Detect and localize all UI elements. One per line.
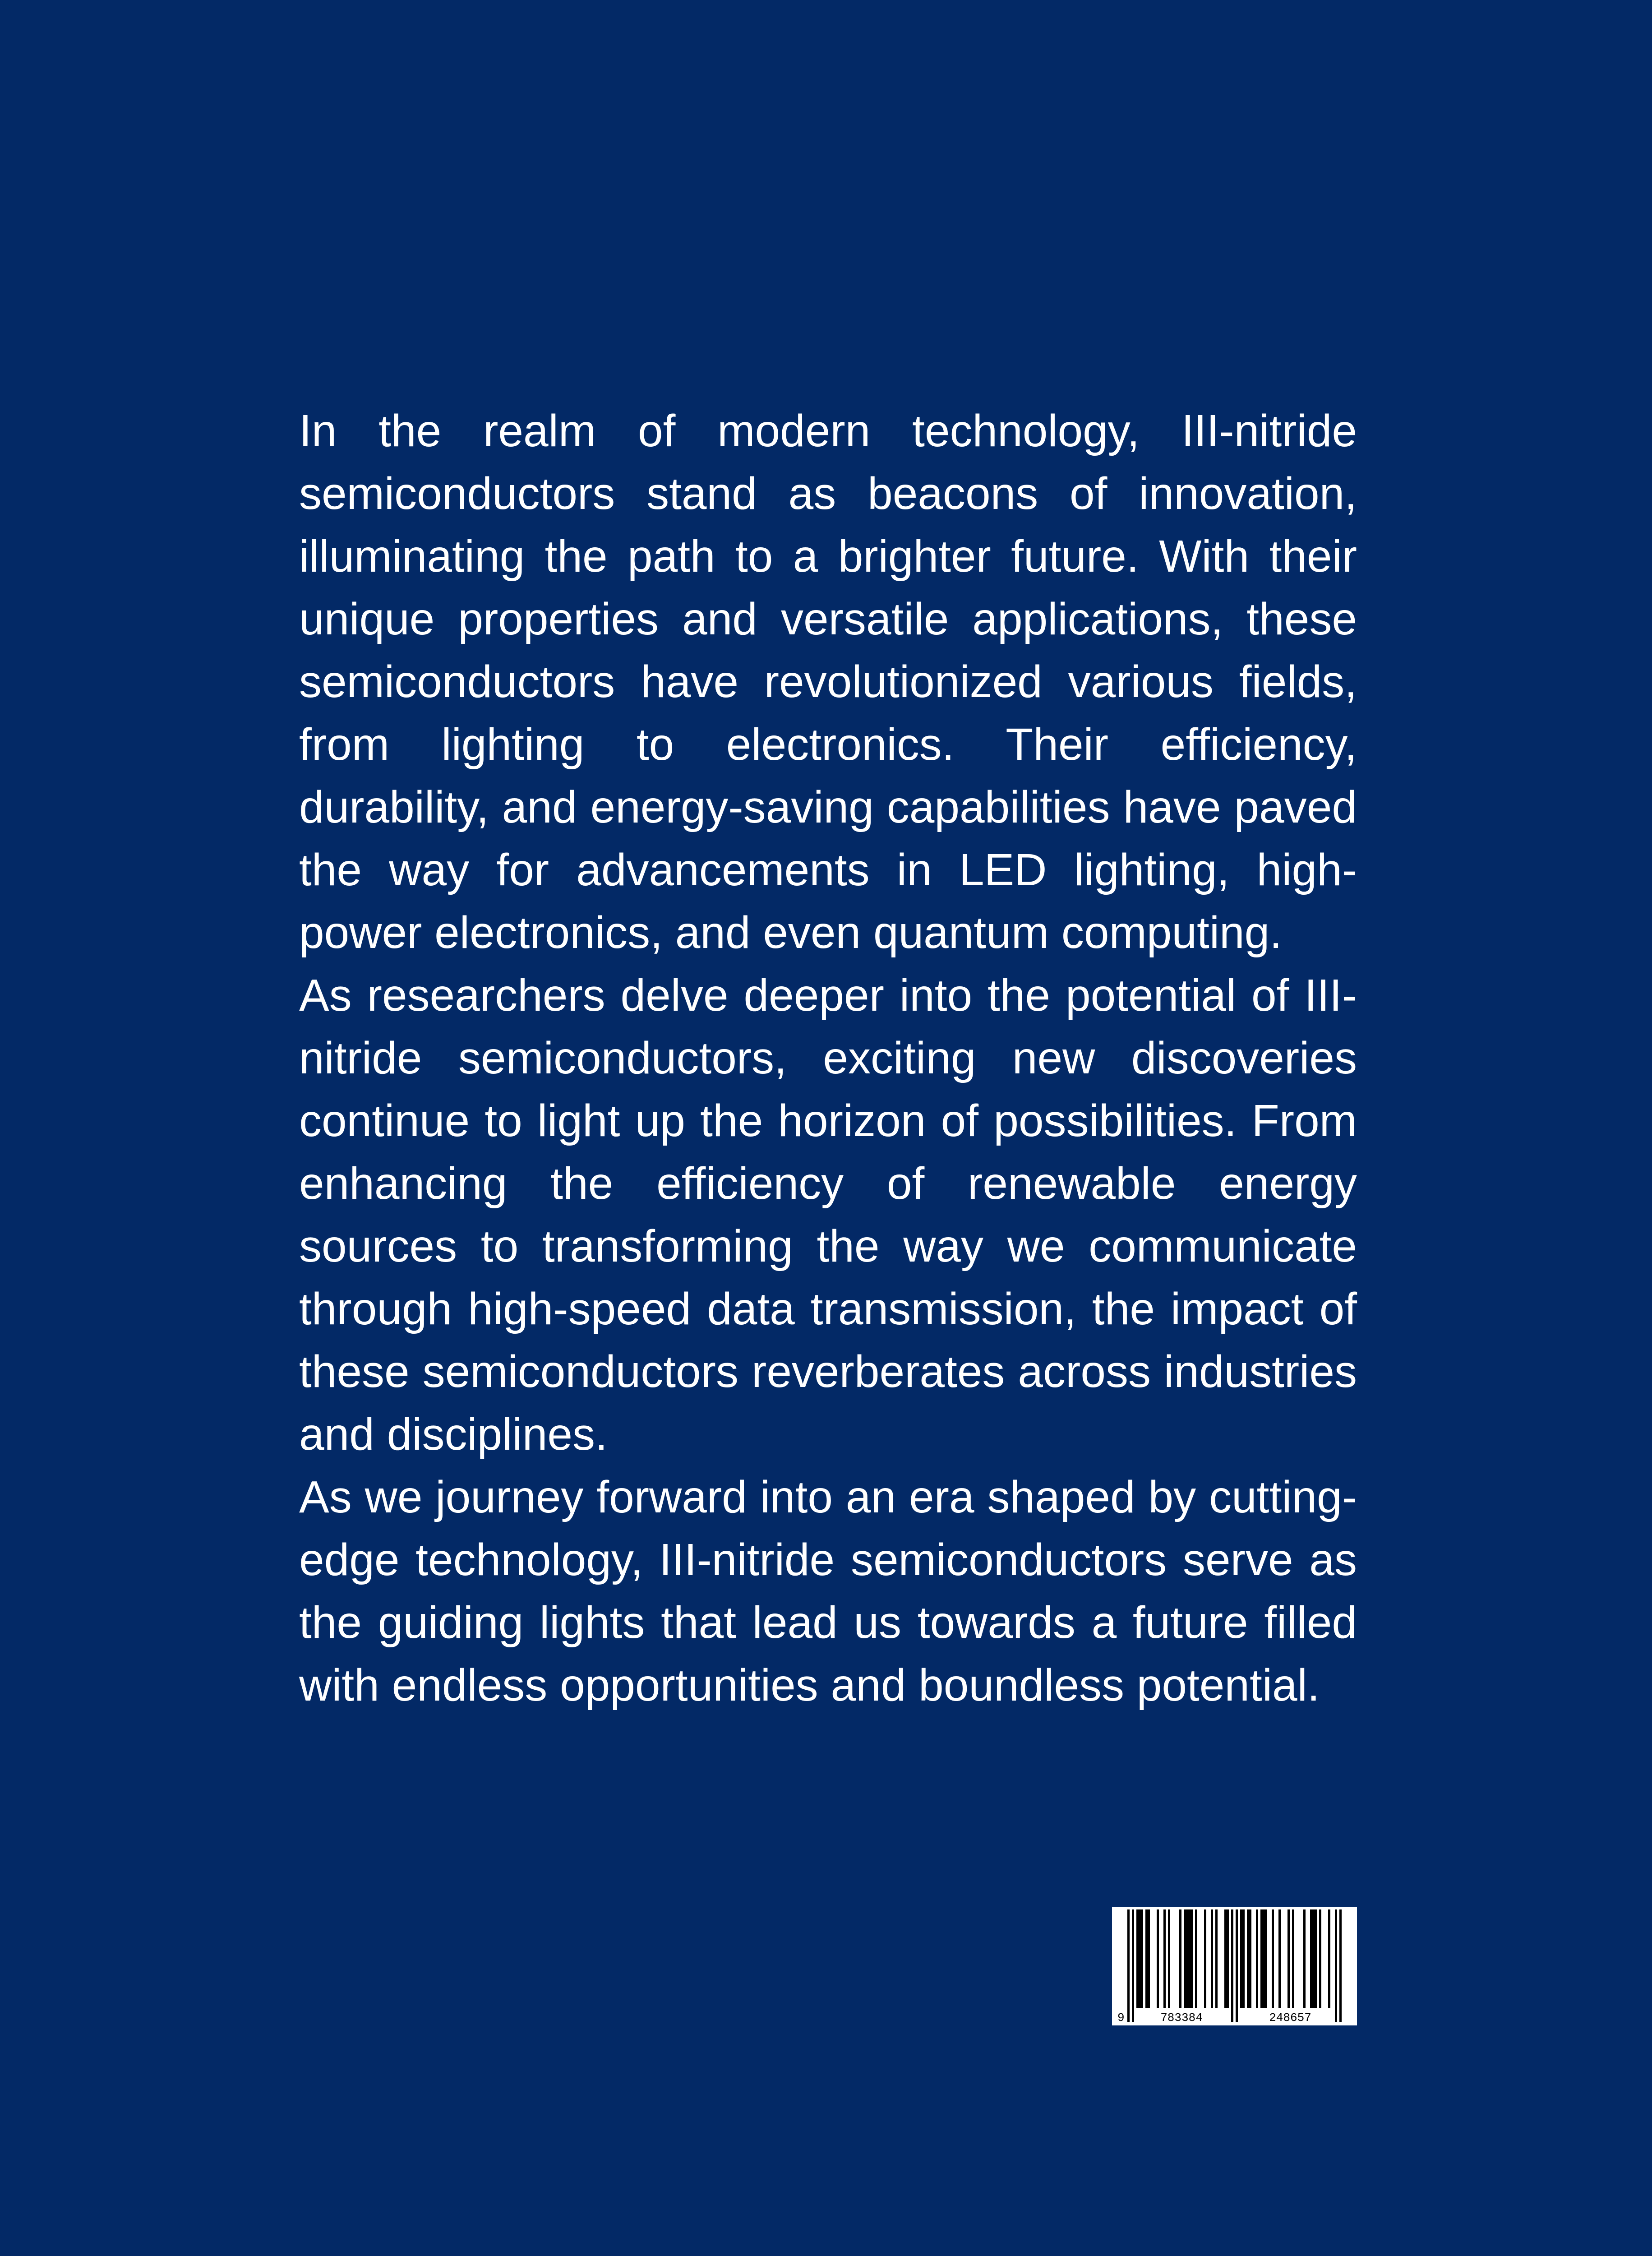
barcode-bar bbox=[1211, 1909, 1213, 2008]
barcode-bar bbox=[1240, 1909, 1245, 2008]
barcode-bar bbox=[1278, 1909, 1281, 2008]
barcode-bar bbox=[1136, 1909, 1143, 2008]
barcode-guard-bar bbox=[1335, 1909, 1337, 2022]
barcode-bar bbox=[1215, 1909, 1218, 2008]
barcode-bar bbox=[1168, 1909, 1170, 2008]
barcode-bar bbox=[1157, 1909, 1159, 2008]
barcode-bar bbox=[1319, 1909, 1321, 2008]
barcode-bar bbox=[1179, 1909, 1181, 2008]
barcode-graphic bbox=[1112, 1907, 1357, 2025]
barcode-bar bbox=[1195, 1909, 1197, 2008]
blurb-paragraph-1: In the realm of modern technology, III-nitride semiconductors stand as beacons of innovation, illuminating the path to a brighter future. With their unique properties and versatile applications, these semiconductors have revolutionized various fields, from lighting to electronics. Their efficiency, durability, and energy-saving capabilities have paved the way for advancements in LED lighting, high-power electronics, and even quantum computing. bbox=[299, 406, 1357, 958]
barcode-left-digits: 783384 bbox=[1160, 2011, 1203, 2025]
blurb-paragraph-3: As we journey forward into an era shaped by cutting-edge technology, III-nitride semiconductors serve as the guiding lights that lead us towards a future filled with endless opportunities and boundless potential. bbox=[299, 1472, 1357, 1710]
barcode-guard-bar bbox=[1231, 1909, 1233, 2022]
barcode-bar bbox=[1184, 1909, 1193, 2008]
barcode-bar bbox=[1224, 1909, 1229, 2008]
barcode-bar bbox=[1145, 1909, 1150, 2008]
barcode-guard-bar bbox=[1236, 1909, 1238, 2022]
barcode-bar bbox=[1287, 1909, 1290, 2008]
isbn-barcode bbox=[1112, 1907, 1357, 2025]
barcode-bar bbox=[1328, 1909, 1330, 2008]
barcode-bar bbox=[1260, 1909, 1267, 2008]
blurb-text bbox=[299, 400, 1357, 1717]
barcode-guard-bar bbox=[1339, 1909, 1342, 2022]
barcode-guard-bar bbox=[1127, 1909, 1130, 2022]
barcode-right-digits: 248657 bbox=[1269, 2011, 1311, 2025]
barcode-bar bbox=[1247, 1909, 1251, 2008]
blurb-paragraph-2: As researchers delve deeper into the potential of III-nitride semiconductors, exciting new discoveries continue to light up the horizon of possibilities. From enhancing the efficiency of renewable energy sources to transforming the way we communicate through high-speed data transmission, the impact of these semiconductors reverberates across industries and disciplines. bbox=[299, 970, 1357, 1460]
barcode-guard-bar bbox=[1132, 1909, 1134, 2022]
barcode-lead-digit: 9 bbox=[1117, 2011, 1125, 2025]
barcode-bar bbox=[1310, 1909, 1317, 2008]
barcode-bar bbox=[1204, 1909, 1206, 2008]
barcode-bar bbox=[1292, 1909, 1294, 2008]
barcode-bar bbox=[1256, 1909, 1258, 2008]
barcode-bar bbox=[1272, 1909, 1274, 2008]
barcode-bar bbox=[1163, 1909, 1166, 2008]
barcode-bar bbox=[1303, 1909, 1306, 2008]
